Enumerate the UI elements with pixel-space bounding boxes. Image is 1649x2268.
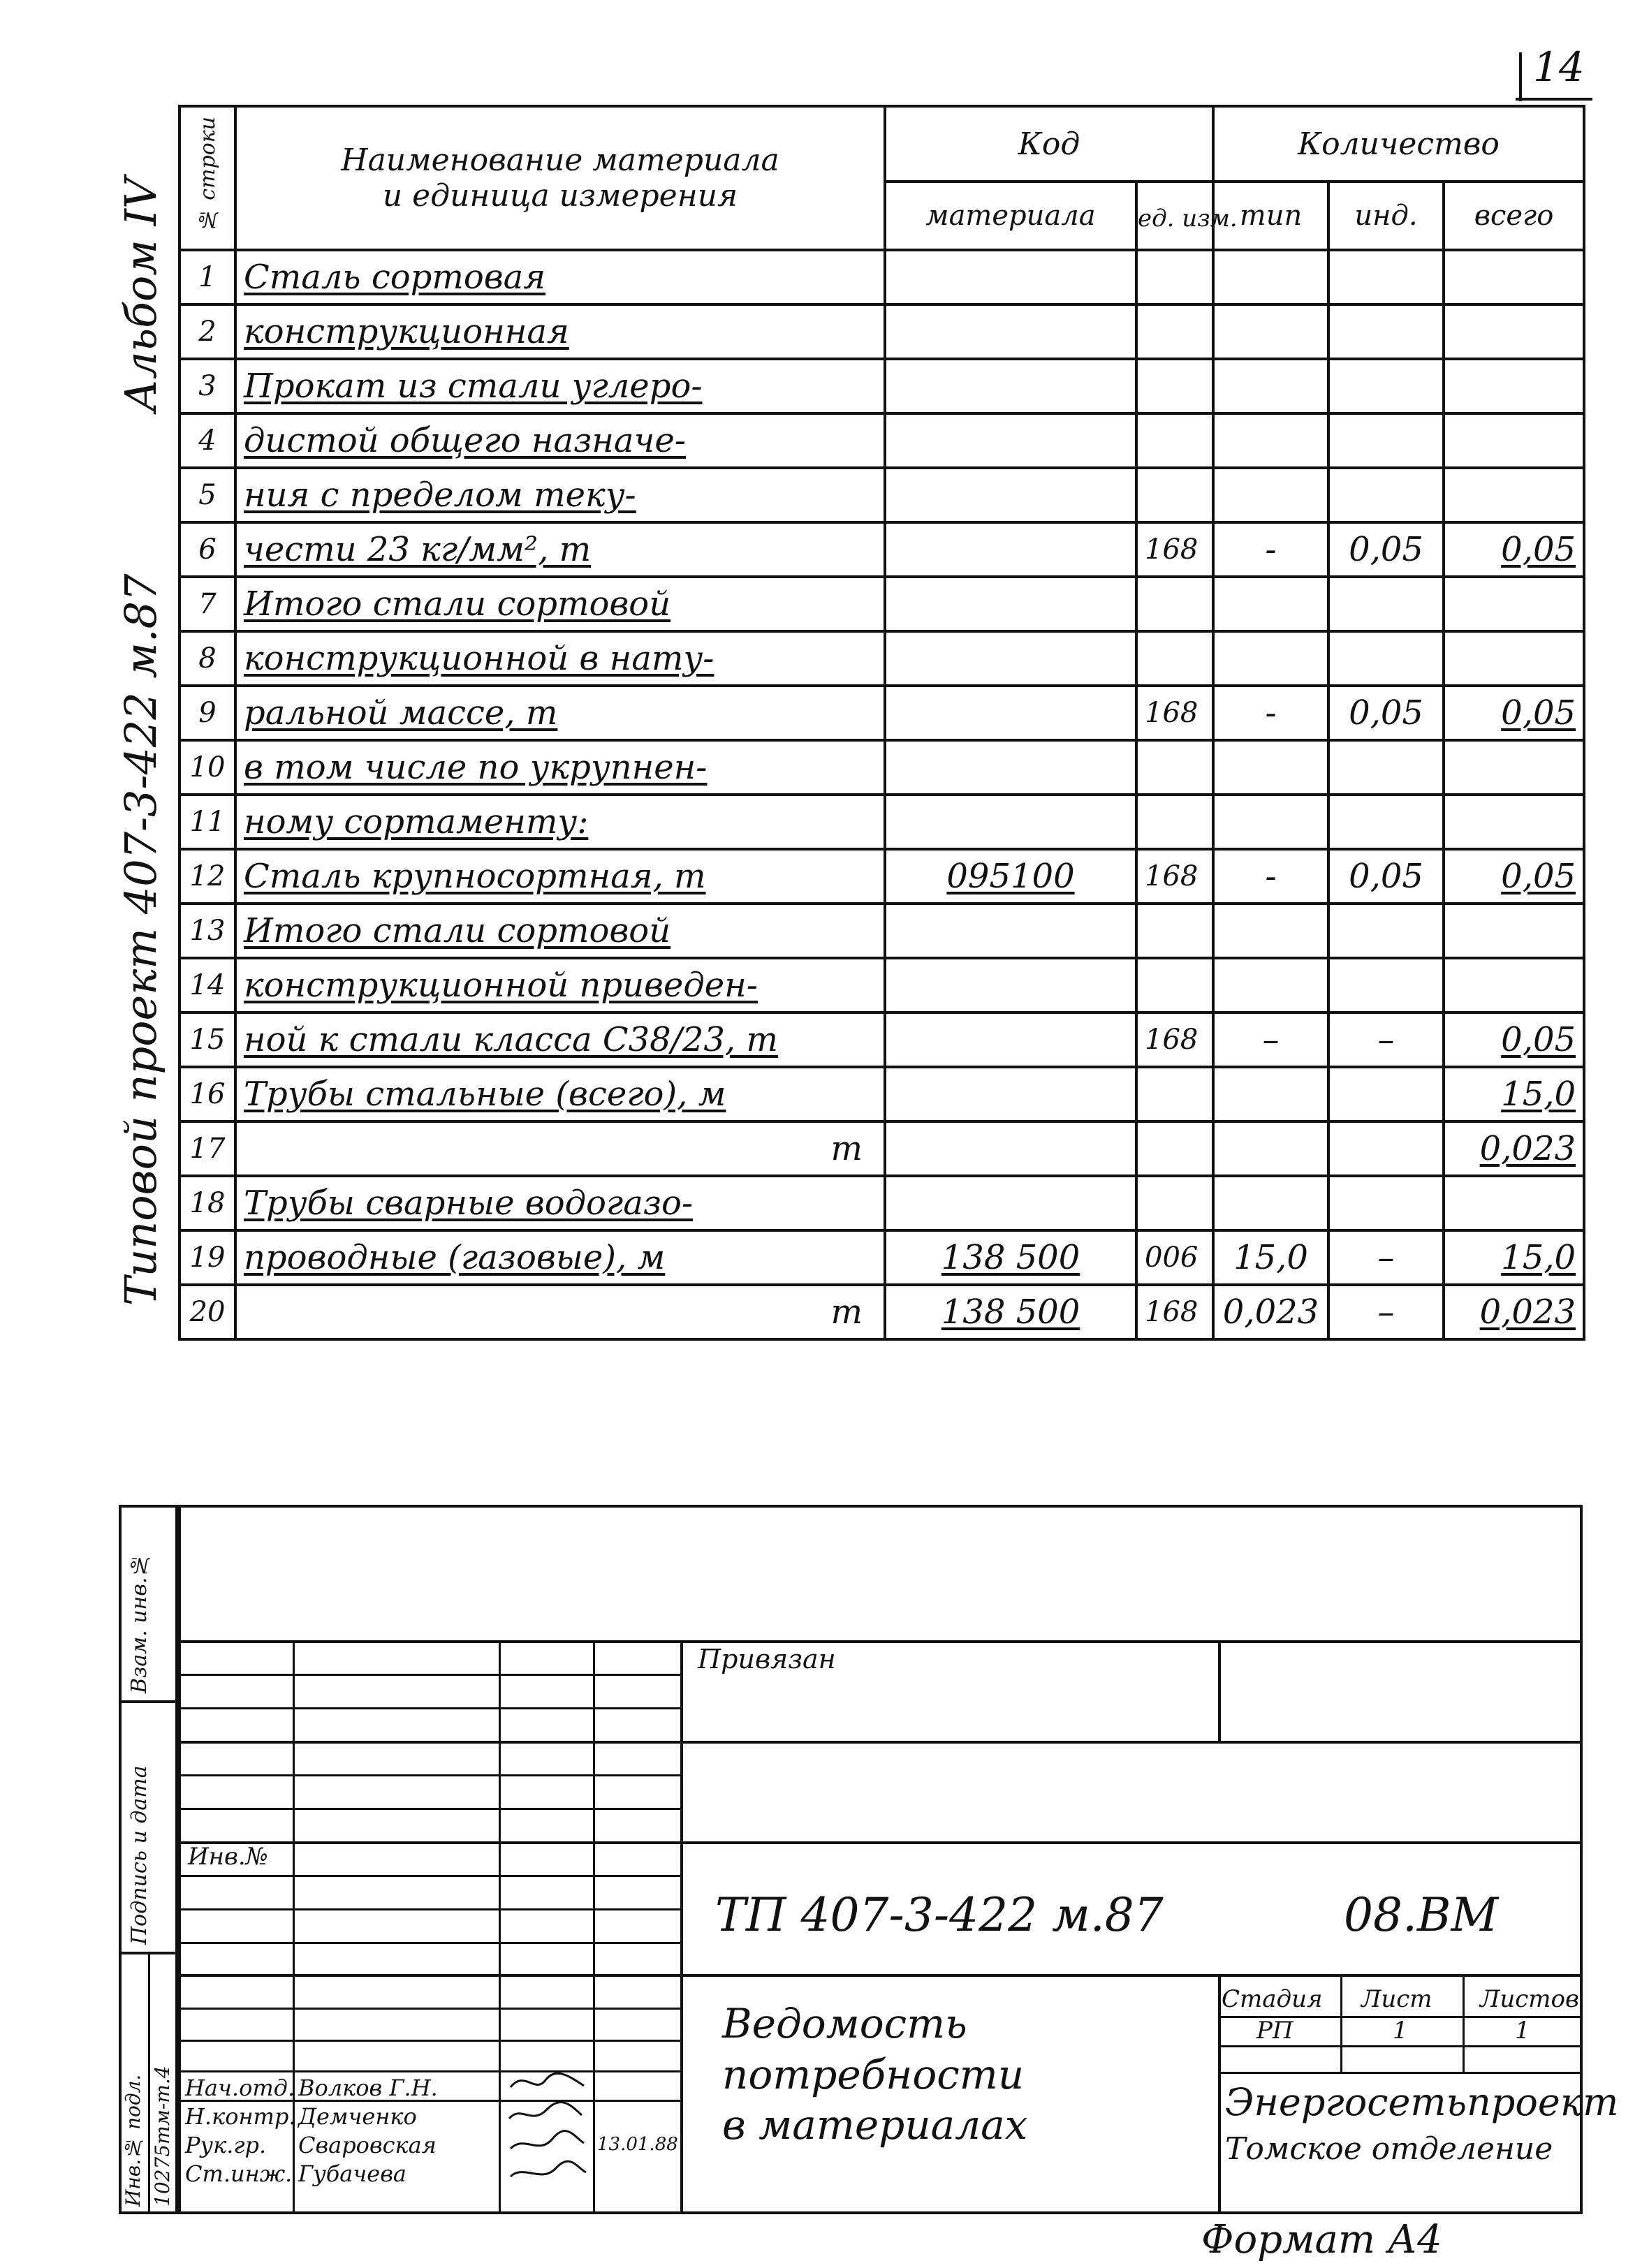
unit-code-cell: 168 — [1136, 1012, 1213, 1067]
table-row — [179, 849, 1584, 904]
material-name-cell: проводные (газовые), м — [235, 1230, 885, 1285]
material-name-cell: дистой общего назначе- — [235, 413, 885, 468]
tb-rule — [181, 1908, 680, 1910]
sheet-header: Лист — [1361, 1985, 1432, 2013]
unit-code-cell — [1136, 1176, 1213, 1230]
unit-code-cell — [1136, 1121, 1213, 1176]
table-row — [179, 359, 1584, 413]
total-header: всего — [1444, 182, 1584, 250]
table-row — [179, 1285, 1584, 1339]
material-code-cell — [885, 958, 1136, 1012]
individual-qty-cell — [1328, 795, 1444, 849]
material-code-cell — [885, 522, 1136, 577]
unit-code-cell — [1136, 413, 1213, 468]
total-qty-cell — [1444, 577, 1584, 631]
unit-code-header: ед. изм. — [1136, 182, 1213, 250]
album-label: Альбом IV — [115, 177, 166, 412]
typical-qty-cell — [1213, 958, 1328, 1012]
individual-qty-cell — [1328, 468, 1444, 522]
sheet-code: 08.ВМ — [1344, 1888, 1499, 1942]
margin-field-replacement: Взам. инв.№ — [127, 1552, 152, 1693]
individual-qty-cell — [1328, 904, 1444, 958]
total-qty-cell — [1444, 413, 1584, 468]
table-row — [179, 250, 1584, 304]
tb-rule — [181, 1640, 1580, 1643]
tb-rule — [181, 1841, 1580, 1844]
tb-rule — [181, 1942, 680, 1944]
total-qty-cell — [1444, 958, 1584, 1012]
material-code-cell — [885, 795, 1136, 849]
total-qty-cell — [1444, 359, 1584, 413]
tb-rule — [181, 2070, 680, 2072]
signature-role: Рук.гр. — [185, 2132, 267, 2158]
inv-label: Инв.№ — [188, 1843, 268, 1871]
material-code-cell — [885, 904, 1136, 958]
material-name-cell: Сталь крупносортная, т — [235, 849, 885, 904]
unit-code-cell: 168 — [1136, 686, 1213, 740]
typical-qty-cell: - — [1213, 686, 1328, 740]
individual-qty-cell — [1328, 740, 1444, 795]
individual-qty-cell — [1328, 413, 1444, 468]
unit-code-cell — [1136, 468, 1213, 522]
format-label: Формат А4 — [1201, 2217, 1442, 2262]
material-code-cell — [885, 250, 1136, 304]
table-row — [179, 1121, 1584, 1176]
tb-rule — [1218, 2072, 1580, 2074]
typical-qty-cell — [1213, 795, 1328, 849]
name-header: Наименование материала и единица измерения — [235, 106, 885, 250]
tb-rule — [181, 2040, 680, 2042]
tb-rule — [181, 1875, 680, 1877]
signature-role: Нач.отд. — [185, 2075, 295, 2101]
total-qty-cell: 15,0 — [1444, 1230, 1584, 1285]
stage-header: Стадия — [1222, 1985, 1323, 2013]
code-group-header: Код — [885, 106, 1213, 182]
typical-qty-cell: - — [1213, 522, 1328, 577]
individual-qty-cell — [1328, 304, 1444, 359]
total-qty-cell: 0,05 — [1444, 1012, 1584, 1067]
row-number-cell: 13 — [179, 904, 235, 958]
unit-code-cell — [1136, 359, 1213, 413]
unit-code-cell — [1136, 958, 1213, 1012]
material-name-cell: конструкционной в нату- — [235, 631, 885, 686]
tb-rule — [499, 1640, 501, 2211]
table-row — [179, 1230, 1584, 1285]
material-name-cell: Сталь сортовая — [235, 250, 885, 304]
organization-name: Энергосетьпроект — [1225, 2080, 1619, 2124]
individual-header: инд. — [1328, 182, 1444, 250]
sheet-value: 1 — [1393, 2017, 1408, 2045]
total-qty-cell — [1444, 250, 1584, 304]
material-code-cell: 138 500 — [885, 1230, 1136, 1285]
material-code-cell — [885, 686, 1136, 740]
typical-qty-cell — [1213, 904, 1328, 958]
material-code-cell — [885, 413, 1136, 468]
row-number-cell: 6 — [179, 522, 235, 577]
margin-stamp-rule — [119, 1700, 178, 1703]
table-row — [179, 413, 1584, 468]
sheet-number-underline — [1516, 98, 1592, 101]
typical-qty-cell — [1213, 1121, 1328, 1176]
signature-role: Ст.инж. — [185, 2160, 293, 2187]
material-code-cell — [885, 1067, 1136, 1121]
material-name-cell: ной к стали класса С38/23, т — [235, 1012, 885, 1067]
margin-field-signature: Подпись и дата — [127, 1765, 152, 1945]
table-row — [179, 1176, 1584, 1230]
unit-code-cell — [1136, 631, 1213, 686]
material-code-cell — [885, 1121, 1136, 1176]
table-row — [179, 958, 1584, 1012]
table-row — [179, 577, 1584, 631]
typical-qty-cell — [1213, 250, 1328, 304]
unit-code-cell: 168 — [1136, 849, 1213, 904]
unit-code-cell: 168 — [1136, 1285, 1213, 1339]
row-number-cell: 16 — [179, 1067, 235, 1121]
material-name-cell: т — [235, 1121, 885, 1176]
bound-label: Привязан — [698, 1644, 836, 1674]
tb-rule — [181, 1707, 680, 1709]
row-number-cell: 5 — [179, 468, 235, 522]
signature-name: Губачева — [298, 2160, 406, 2187]
total-qty-cell: 0,05 — [1444, 849, 1584, 904]
material-name-cell: т — [235, 1285, 885, 1339]
title-block — [178, 1505, 1619, 2214]
unit-code-cell — [1136, 304, 1213, 359]
margin-stamp-rule — [148, 1952, 150, 2214]
typical-qty-cell: 15,0 — [1213, 1230, 1328, 1285]
individual-qty-cell — [1328, 577, 1444, 631]
material-name-cell: ному сортаменту: — [235, 795, 885, 849]
material-name-cell: чести 23 кг/мм², т — [235, 522, 885, 577]
total-qty-cell — [1444, 740, 1584, 795]
organization-branch: Томское отделение — [1225, 2131, 1553, 2167]
tb-rule — [181, 2008, 680, 2010]
tb-rule — [181, 1674, 680, 1676]
unit-code-cell — [1136, 577, 1213, 631]
table-row — [179, 304, 1584, 359]
table-row — [179, 795, 1584, 849]
material-name-cell: ния с пределом теку- — [235, 468, 885, 522]
total-qty-cell — [1444, 468, 1584, 522]
typical-qty-cell — [1213, 577, 1328, 631]
tb-rule — [1218, 1974, 1221, 2211]
row-number-cell: 1 — [179, 250, 235, 304]
signature-scribble — [504, 2066, 591, 2192]
total-qty-cell — [1444, 904, 1584, 958]
typical-qty-cell — [1213, 1176, 1328, 1230]
typical-header: тип — [1213, 182, 1328, 250]
material-name-cell: Итого стали сортовой — [235, 904, 885, 958]
typical-qty-cell — [1213, 1067, 1328, 1121]
row-number-cell: 15 — [179, 1012, 235, 1067]
material-name-cell: конструкционной приведен- — [235, 958, 885, 1012]
material-code-cell — [885, 740, 1136, 795]
materials-table — [178, 105, 1585, 1341]
margin-field-inventory-value: 10275тм-т.4 — [151, 2066, 174, 2207]
total-qty-cell: 15,0 — [1444, 1067, 1584, 1121]
typical-qty-cell — [1213, 304, 1328, 359]
tb-rule — [181, 1808, 680, 1810]
document-title-line: Ведомость — [722, 2000, 967, 2047]
tb-rule — [1218, 1640, 1221, 1741]
signature-date: 13.01.88 — [597, 2134, 678, 2155]
individual-qty-cell — [1328, 1121, 1444, 1176]
unit-code-cell: 006 — [1136, 1230, 1213, 1285]
total-qty-cell — [1444, 1176, 1584, 1230]
material-code-cell — [885, 577, 1136, 631]
table-row — [179, 522, 1584, 577]
table-row — [179, 468, 1584, 522]
material-code-cell — [885, 1176, 1136, 1230]
individual-qty-cell: – — [1328, 1012, 1444, 1067]
material-code-cell — [885, 1012, 1136, 1067]
total-qty-cell: 0,05 — [1444, 686, 1584, 740]
typical-qty-cell — [1213, 413, 1328, 468]
individual-qty-cell: 0,05 — [1328, 849, 1444, 904]
table-row — [179, 1067, 1584, 1121]
typical-qty-cell: 0,023 — [1213, 1285, 1328, 1339]
document-title-line: в материалах — [722, 2101, 1028, 2149]
material-code-cell: 095100 — [885, 849, 1136, 904]
material-name-cell: Прокат из стали углеро- — [235, 359, 885, 413]
signature-name: Демченко — [298, 2103, 417, 2130]
document-code: ТП 407-3-422 м.87 — [715, 1888, 1164, 1942]
signature-name: Волков Г.Н. — [298, 2075, 438, 2101]
material-name-cell: ральной массе, т — [235, 686, 885, 740]
row-number-cell: 9 — [179, 686, 235, 740]
tb-rule — [593, 1640, 595, 2211]
row-number-cell: 7 — [179, 577, 235, 631]
quantity-group-header: Количество — [1213, 106, 1584, 182]
unit-code-cell — [1136, 795, 1213, 849]
row-number-cell: 14 — [179, 958, 235, 1012]
individual-qty-cell — [1328, 359, 1444, 413]
unit-code-cell: 168 — [1136, 522, 1213, 577]
individual-qty-cell — [1328, 1067, 1444, 1121]
table-row — [179, 1012, 1584, 1067]
stage-value: РП — [1256, 2017, 1293, 2045]
individual-qty-cell — [1328, 1176, 1444, 1230]
material-code-header: материала — [885, 182, 1136, 250]
total-qty-cell: 0,023 — [1444, 1121, 1584, 1176]
material-name-cell: Трубы сварные водогазо- — [235, 1176, 885, 1230]
materials-table-body — [179, 250, 1584, 1339]
row-number-cell: 11 — [179, 795, 235, 849]
typical-qty-cell — [1213, 359, 1328, 413]
total-qty-cell: 0,05 — [1444, 522, 1584, 577]
table-row — [179, 904, 1584, 958]
typical-qty-cell — [1213, 468, 1328, 522]
sheets-header: Листов — [1480, 1985, 1579, 2013]
unit-code-cell — [1136, 904, 1213, 958]
typical-qty-cell: - — [1213, 849, 1328, 904]
row-number-cell: 3 — [179, 359, 235, 413]
material-code-cell — [885, 631, 1136, 686]
material-name-cell: Трубы стальные (всего), м — [235, 1067, 885, 1121]
tb-rule — [181, 1974, 1580, 1977]
unit-code-cell — [1136, 250, 1213, 304]
signature-name: Сваровская — [298, 2132, 437, 2158]
table-row — [179, 631, 1584, 686]
row-number-cell: 19 — [179, 1230, 235, 1285]
row-number-cell: 4 — [179, 413, 235, 468]
material-name-cell: Итого стали сортовой — [235, 577, 885, 631]
typical-qty-cell — [1213, 631, 1328, 686]
sheet-number-divider — [1519, 52, 1522, 101]
material-name-cell: в том числе по укрупнен- — [235, 740, 885, 795]
typical-qty-cell: – — [1213, 1012, 1328, 1067]
signature-role: Н.контр. — [185, 2103, 296, 2130]
material-code-cell: 138 500 — [885, 1285, 1136, 1339]
individual-qty-cell — [1328, 631, 1444, 686]
margin-field-inventory: Инв.№ подл. — [122, 2074, 145, 2207]
table-row — [179, 686, 1584, 740]
unit-code-cell — [1136, 740, 1213, 795]
total-qty-cell — [1444, 795, 1584, 849]
unit-code-cell — [1136, 1067, 1213, 1121]
project-label: Типовой проект 407-3-422 м.87 — [115, 573, 166, 1306]
tb-rule — [1340, 1974, 1342, 2072]
table-row — [179, 740, 1584, 795]
material-name-cell: конструкционная — [235, 304, 885, 359]
material-code-cell — [885, 304, 1136, 359]
tb-rule — [680, 1640, 683, 2211]
individual-qty-cell: – — [1328, 1230, 1444, 1285]
individual-qty-cell — [1328, 250, 1444, 304]
individual-qty-cell: 0,05 — [1328, 522, 1444, 577]
typical-qty-cell — [1213, 740, 1328, 795]
tb-rule — [181, 1774, 680, 1776]
individual-qty-cell: 0,05 — [1328, 686, 1444, 740]
material-code-cell — [885, 468, 1136, 522]
individual-qty-cell: – — [1328, 1285, 1444, 1339]
total-qty-cell — [1444, 304, 1584, 359]
material-code-cell — [885, 359, 1136, 413]
document-title-line: потребности — [722, 2051, 1025, 2098]
total-qty-cell — [1444, 631, 1584, 686]
tb-rule — [1463, 1974, 1465, 2072]
row-number-cell: 17 — [179, 1121, 235, 1176]
sheets-value: 1 — [1515, 2017, 1530, 2045]
row-number-cell: 8 — [179, 631, 235, 686]
row-number-cell: 20 — [179, 1285, 235, 1339]
row-number-cell: 18 — [179, 1176, 235, 1230]
row-number-cell: 2 — [179, 304, 235, 359]
row-number-cell: 12 — [179, 849, 235, 904]
tb-rule — [1218, 2045, 1580, 2047]
individual-qty-cell — [1328, 958, 1444, 1012]
row-number-cell: 10 — [179, 740, 235, 795]
tb-rule — [181, 1741, 1580, 1744]
total-qty-cell: 0,023 — [1444, 1285, 1584, 1339]
row-number-header: № строки — [179, 106, 235, 250]
sheet-number: 14 — [1533, 43, 1585, 91]
